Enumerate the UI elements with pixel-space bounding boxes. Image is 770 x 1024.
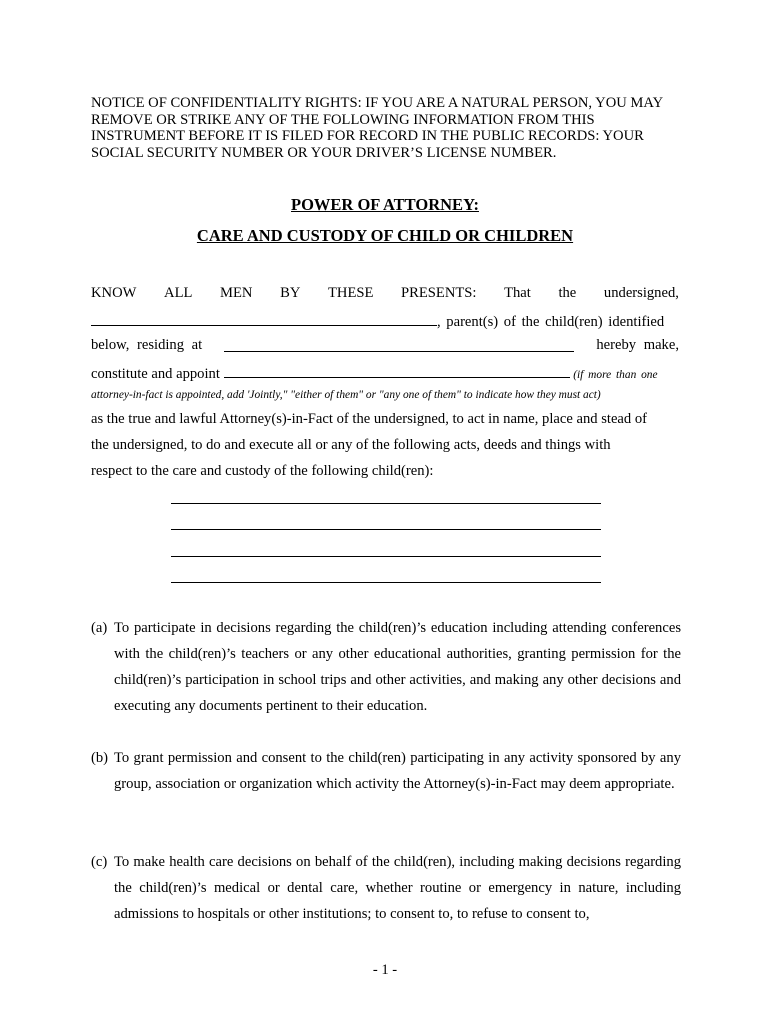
item-text: To participate in decisions regarding the child(ren)’s education including attending conferences with the child(ren)’s teachers or any other educational authorities, granting permission for the child(ren)’s participation in school trips and other activities, and making any other decisions and executing any documents pertinent to their education.	[114, 620, 681, 714]
document-title: POWER OF ATTORNEY:	[291, 195, 479, 214]
confidentiality-notice: NOTICE OF CONFIDENTIALITY RIGHTS: IF YOU ARE A NATURAL PERSON, YOU MAY REMOVE OR STRIKE ANY OF THE FOLLOWING INFORMATION FROM THIS INSTRUMENT BEFORE IT IS FILED FOR RECORD IN THE PUBLIC RECORDS: YOUR SOCIAL SECURITY NUMBER OR YOUR DRIVER’S LICENSE NUMBER.	[91, 95, 663, 162]
appoint-note: (if more than one	[573, 369, 658, 381]
hereby-make-text: hereby make,	[596, 337, 679, 353]
intro-word: KNOW	[91, 285, 137, 301]
item-text: To make health care decisions on behalf of the child(ren), including making decisions regarding the child(ren)’s medical or dental care, whether routine or emergency in nature, including admissions to hospitals or other institutions; to consent to, to refuse to consent to,	[114, 854, 681, 922]
item-text: To grant permission and consent to the child(ren) participating in any activity sponsored by any group, association or organization which activity the Attorney(s)-in-Fact may deem appropriate.	[114, 750, 681, 792]
intro-word: PRESENTS:	[401, 285, 477, 301]
list-item	[91, 849, 681, 927]
child-name-blank[interactable]	[171, 529, 601, 530]
appoint-label: constitute and appoint	[91, 366, 220, 382]
intro-line-6: as the true and lawful Attorney(s)-in-Fact of the undersigned, to act in name, place and stead of	[91, 411, 647, 427]
parent-suffix: , parent(s) of the child(ren) identified	[437, 314, 665, 330]
intro-line-1	[91, 285, 679, 302]
intro-word: That	[504, 285, 531, 301]
list-item	[91, 745, 681, 797]
item-label: (a)	[91, 620, 108, 636]
intro-word: the	[558, 285, 577, 301]
intro-word: ALL	[164, 285, 193, 301]
page-number: - 1 -	[372, 962, 398, 978]
residing-label: below, residing at	[91, 337, 203, 353]
intro-line-5: attorney-in-fact is appointed, add 'Jointly," "either of them" or "any one of them" to indicate how they must act)	[91, 389, 601, 401]
document-subtitle: CARE AND CUSTODY OF CHILD OR CHILDREN	[196, 226, 574, 245]
intro-word: BY	[280, 285, 301, 301]
child-name-blank[interactable]	[171, 582, 601, 583]
residence-blank[interactable]	[224, 337, 574, 352]
child-name-blank[interactable]	[171, 503, 601, 504]
attorney-name-blank[interactable]	[224, 363, 570, 378]
parent-name-blank[interactable]	[91, 311, 437, 326]
child-name-blank[interactable]	[171, 556, 601, 557]
item-label: (c)	[91, 854, 108, 870]
list-item	[91, 615, 681, 719]
intro-line-2	[91, 311, 679, 331]
intro-line-8: respect to the care and custody of the following child(ren):	[91, 463, 434, 479]
intro-line-4	[91, 363, 679, 383]
intro-word: MEN	[220, 285, 253, 301]
intro-word: undersigned,	[603, 285, 679, 301]
item-label: (b)	[91, 750, 109, 766]
intro-line-3	[91, 337, 679, 354]
intro-word: THESE	[328, 285, 374, 301]
intro-line-7: the undersigned, to do and execute all or any of the following acts, deeds and things with	[91, 437, 611, 453]
